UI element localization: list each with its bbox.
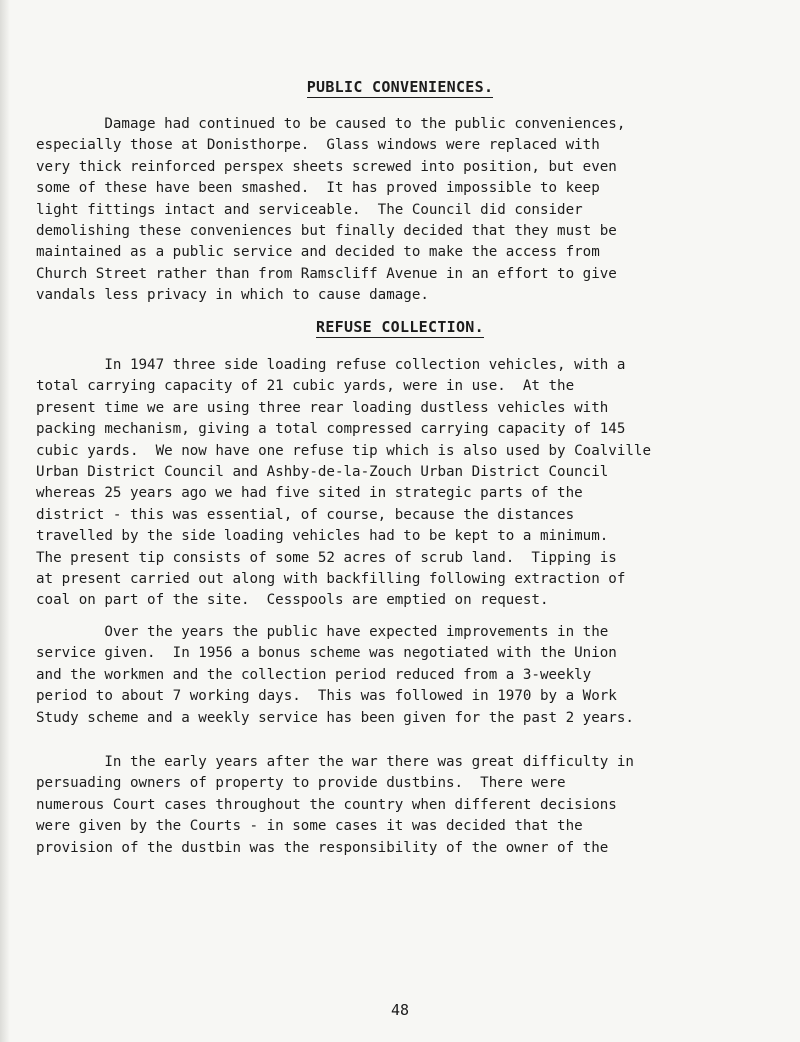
scan-edge-shadow bbox=[0, 0, 10, 1042]
paragraph-dustbins: In the early years after the war there was great difficulty in persuading owners of property to provide dustbins. There were numerous Court cases throughout the country when different decisions were given by the Courts - in some cases it was decided that the provision of the dustbin was the responsibility of the owner of the bbox=[36, 754, 634, 856]
paragraph-public-conveniences: Damage had continued to be caused to the public conveniences, especially those at Donisthorpe. Glass windows were replaced with very thick reinforced perspex sheets screwed into position, but even some of these have been smashed. It has proved impossible to keep light fittings intact and serviceable. The Council did consider demolishing these conveniences but finally decided that they must be maintained as a public service and decided to make the access from Church Street rather than from Ramscliff Avenue in an effort to give vandals less privacy in which to cause damage. bbox=[36, 116, 626, 304]
section-heading-public-conveniences: PUBLIC CONVENIENCES. bbox=[306, 78, 494, 96]
page-number: 48 bbox=[390, 1001, 410, 1019]
section-heading-refuse-collection: REFUSE COLLECTION. bbox=[316, 318, 484, 336]
paragraph-refuse-vehicles: In 1947 three side loading refuse collection vehicles, with a total carrying capacity of 21 cubic yards, were in use. At the present time we are using three rear loading dustless vehicles with packing mechanism, giving a total compressed carrying capacity of 145 cubic yards. We now have one refuse tip which is also used by Coalville Urban District Council and Ashby-de-la-Zouch Urban District Council whereas 25 years ago we had five sited in strategic parts of the district - this was essential, of course, because the distances travelled by the side loading vehicles had to be kept to a minimum. The present tip consists of some 52 acres of scrub land. Tipping is at present carried out along with backfilling following extraction of coal on part of the site. Cesspools are emptied on request. bbox=[36, 357, 651, 609]
paragraph-service-improvements: Over the years the public have expected improvements in the service given. In 1956 a bonus scheme was negotiated with the Union and the workmen and the collection period reduced from a 3-weekly period to about 7 working days. This was followed in 1970 by a Work Study scheme and a weekly service has been given for the past 2 years. bbox=[36, 624, 634, 726]
